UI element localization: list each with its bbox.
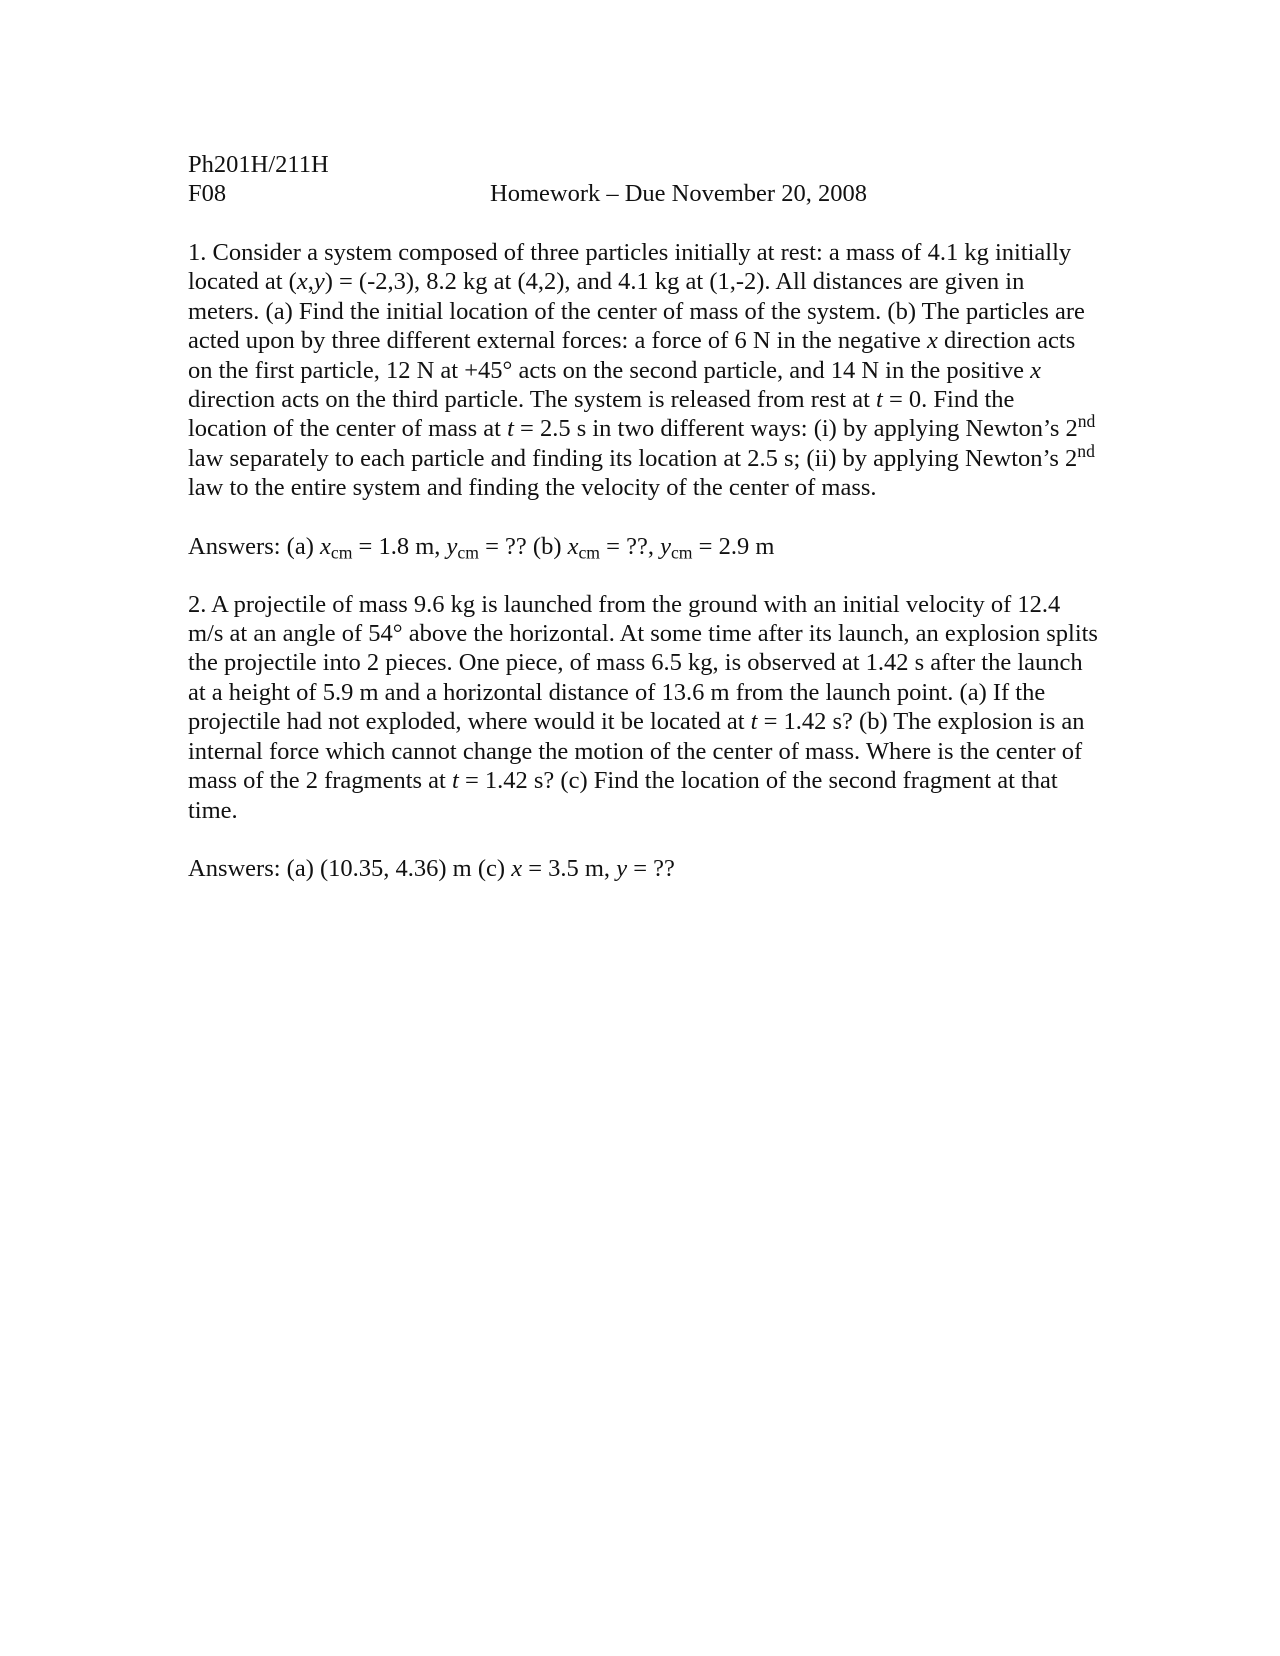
answers-1: Answers: (a) $x_{cm} = 1.8$ m, $y_{cm}$ = ?? (b) $x_{cm}$ = ??, $y_{cm} = 2.9$ m	[188, 532, 775, 563]
term-code: F08	[188, 180, 227, 207]
header-line-term	[188, 179, 1098, 208]
problem-2: 2. A projectile of mass 9.6 kg is launched from the ground with an initial velocity of 12.4 m/s at an angle of 54° above the horizontal. At some time after its launch, an explosion splits the projectile into 2 pieces. One piece, of mass 6.5 kg, is observed at 1.42 s after the launch at a height of 5.9 m and a horizontal distance of 13.6 m from the launch point. (a) If the projectile had not exploded, where would it be located at t = 1.42 s? (b) The explosion is an internal force which cannot change the motion of the center of mass. Where is the center of mass of the 2 fragments at t = 1.42 s? (c) Find the location of the second fragment at that time.	[188, 590, 1098, 824]
answers-2: Answers: (a) (10.35, 4.36) m (c) x = 3.5 m, y = ??	[188, 854, 675, 882]
course-code: Ph201H/211H	[188, 151, 329, 178]
homework-page	[188, 150, 1098, 883]
header-line-course	[188, 150, 1098, 179]
problem-1: 1. Consider a system composed of three particles initially at rest: a mass of 4.1 kg initially located at (x,y) = (-2,3), 8.2 kg at (4,2), and 4.1 kg at (1,-2). All distances are given in meters. (a) Find the initial location of the center of mass of the system. (b) The particles are acted upon by three different external forces: a force of 6 N in the negative x direction acts on the first particle, 12 N at +45° acts on the second particle, and 14 N in the positive x direction acts on the third particle. The system is released from rest at t = 0. Find the location of the center of mass at t = 2.5 s in two different ways: (i) by applying Newton’s 2nd law separately to each particle and finding its location at 2.5 s; (ii) by applying Newton’s 2nd law to the entire system and finding the velocity of the center of mass.	[188, 239, 1096, 502]
homework-title: Homework – Due November 20, 2008	[490, 180, 867, 207]
